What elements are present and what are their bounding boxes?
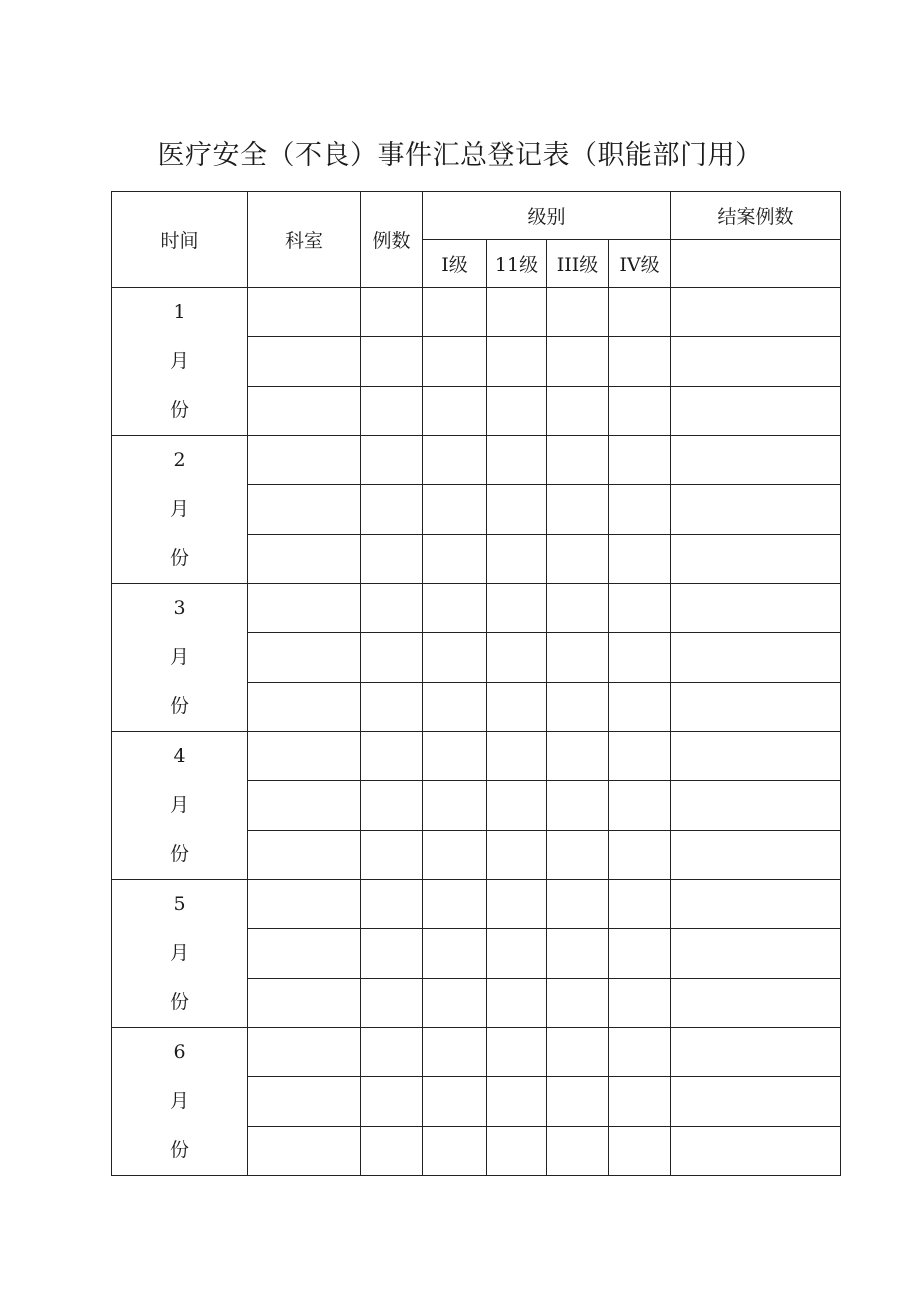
entry-cell[interactable] — [248, 584, 361, 633]
entry-cell[interactable] — [423, 1028, 487, 1077]
form-title: 医疗安全（不良）事件汇总登记表（职能部门用） — [157, 140, 763, 171]
month-label-part-char: 份 — [169, 1139, 189, 1161]
entry-cell[interactable] — [487, 1126, 547, 1175]
entry-cell[interactable] — [671, 929, 841, 978]
entry-cell[interactable] — [248, 880, 361, 929]
closed-cases-blank-cell[interactable] — [671, 240, 841, 288]
entry-cell[interactable] — [671, 781, 841, 830]
entry-cell[interactable] — [671, 830, 841, 879]
entry-cell[interactable] — [361, 633, 423, 682]
entry-cell[interactable] — [547, 1126, 609, 1175]
entry-cell[interactable] — [609, 485, 671, 534]
entry-cell[interactable] — [361, 1077, 423, 1126]
month-label-cell — [112, 288, 248, 436]
entry-cell[interactable] — [671, 633, 841, 682]
month-label-part-char: 份 — [169, 547, 189, 569]
month-label-number: 3 — [173, 597, 186, 619]
entry-cell[interactable] — [547, 929, 609, 978]
month-label-month-char: 月 — [169, 646, 189, 668]
month-label-cell — [112, 1028, 248, 1176]
entry-cell[interactable] — [248, 978, 361, 1027]
month-3-row — [112, 584, 841, 633]
entry-cell[interactable] — [487, 929, 547, 978]
entry-cell[interactable] — [248, 781, 361, 830]
entry-cell[interactable] — [671, 288, 841, 337]
entry-cell[interactable] — [248, 732, 361, 781]
month-label-number: 2 — [173, 449, 186, 471]
entry-cell[interactable] — [423, 386, 487, 435]
entry-cell[interactable] — [487, 337, 547, 386]
entry-cell[interactable] — [547, 288, 609, 337]
entry-cell[interactable] — [487, 1028, 547, 1077]
entry-cell[interactable] — [361, 830, 423, 879]
entry-cell[interactable] — [609, 1077, 671, 1126]
entry-cell[interactable] — [487, 682, 547, 731]
entry-cell[interactable] — [547, 1028, 609, 1077]
entry-cell[interactable] — [671, 1028, 841, 1077]
time-header: 时间 — [112, 192, 248, 288]
entry-cell[interactable] — [671, 682, 841, 731]
entry-cell[interactable] — [487, 978, 547, 1027]
entry-cell[interactable] — [361, 436, 423, 485]
entry-cell[interactable] — [609, 880, 671, 929]
case-count-header: 例数 — [361, 192, 423, 288]
entry-cell[interactable] — [547, 781, 609, 830]
entry-cell[interactable] — [361, 978, 423, 1027]
entry-cell[interactable] — [547, 830, 609, 879]
entry-cell[interactable] — [609, 337, 671, 386]
entry-cell[interactable] — [361, 337, 423, 386]
closed-cases-header: 结案例数 — [671, 192, 841, 240]
entry-cell[interactable] — [609, 386, 671, 435]
entry-cell[interactable] — [487, 830, 547, 879]
month-2-row — [112, 436, 841, 485]
month-5-row — [112, 880, 841, 929]
entry-cell[interactable] — [361, 485, 423, 534]
entry-cell[interactable] — [248, 288, 361, 337]
entry-cell[interactable] — [487, 485, 547, 534]
entry-cell[interactable] — [609, 732, 671, 781]
entry-cell[interactable] — [671, 1077, 841, 1126]
month-label-month-char: 月 — [169, 942, 189, 964]
entry-cell[interactable] — [547, 436, 609, 485]
entry-cell[interactable] — [487, 1077, 547, 1126]
event-register-table — [111, 191, 841, 1176]
entry-cell[interactable] — [547, 1077, 609, 1126]
entry-cell[interactable] — [361, 1126, 423, 1175]
grade-level-1-header: I级 — [423, 240, 487, 288]
entry-cell[interactable] — [671, 485, 841, 534]
entry-cell[interactable] — [423, 436, 487, 485]
entry-cell[interactable] — [487, 288, 547, 337]
entry-cell[interactable] — [361, 781, 423, 830]
entry-cell[interactable] — [248, 1077, 361, 1126]
entry-cell[interactable] — [547, 337, 609, 386]
month-label-number: 6 — [173, 1041, 186, 1063]
entry-cell[interactable] — [423, 584, 487, 633]
entry-cell[interactable] — [609, 830, 671, 879]
month-label-month-char: 月 — [169, 350, 189, 372]
entry-cell[interactable] — [609, 288, 671, 337]
entry-cell[interactable] — [248, 682, 361, 731]
entry-cell[interactable] — [671, 978, 841, 1027]
entry-cell[interactable] — [248, 1028, 361, 1077]
month-label-part-char: 份 — [169, 399, 189, 421]
department-header: 科室 — [248, 192, 361, 288]
entry-cell[interactable] — [487, 633, 547, 682]
entry-cell[interactable] — [487, 732, 547, 781]
entry-cell[interactable] — [609, 436, 671, 485]
entry-cell[interactable] — [609, 584, 671, 633]
entry-cell[interactable] — [487, 436, 547, 485]
entry-cell[interactable] — [248, 1126, 361, 1175]
entry-cell[interactable] — [361, 929, 423, 978]
entry-cell[interactable] — [487, 584, 547, 633]
grade-level-2-header: 11级 — [487, 240, 547, 288]
entry-cell[interactable] — [547, 732, 609, 781]
entry-cell[interactable] — [248, 337, 361, 386]
entry-cell[interactable] — [248, 830, 361, 879]
entry-cell[interactable] — [423, 781, 487, 830]
entry-cell[interactable] — [609, 633, 671, 682]
entry-cell[interactable] — [547, 534, 609, 583]
entry-cell[interactable] — [423, 830, 487, 879]
entry-cell[interactable] — [423, 337, 487, 386]
month-label-cell — [112, 584, 248, 732]
grade-level-3-header: III级 — [547, 240, 609, 288]
entry-cell[interactable] — [423, 1126, 487, 1175]
entry-cell[interactable] — [487, 880, 547, 929]
entry-cell[interactable] — [248, 386, 361, 435]
month-label-number: 1 — [173, 301, 186, 323]
month-label-part-char: 份 — [169, 991, 189, 1013]
entry-cell[interactable] — [671, 880, 841, 929]
entry-cell[interactable] — [609, 1126, 671, 1175]
entry-cell[interactable] — [671, 1126, 841, 1175]
month-label-number: 4 — [173, 745, 186, 767]
month-label-part-char: 份 — [169, 843, 189, 865]
entry-cell[interactable] — [361, 682, 423, 731]
month-label-cell — [112, 880, 248, 1028]
entry-cell[interactable] — [361, 880, 423, 929]
entry-cell[interactable] — [671, 732, 841, 781]
grade-level-4-header: IV级 — [609, 240, 671, 288]
entry-cell[interactable] — [423, 732, 487, 781]
entry-cell[interactable] — [423, 682, 487, 731]
entry-cell[interactable] — [547, 485, 609, 534]
entry-cell[interactable] — [423, 978, 487, 1027]
entry-cell[interactable] — [609, 978, 671, 1027]
entry-cell[interactable] — [487, 781, 547, 830]
month-label-part-char: 份 — [169, 695, 189, 717]
month-label-cell — [112, 436, 248, 584]
entry-cell[interactable] — [361, 584, 423, 633]
entry-cell[interactable] — [671, 386, 841, 435]
entry-cell[interactable] — [671, 534, 841, 583]
entry-cell[interactable] — [423, 880, 487, 929]
month-label-month-char: 月 — [169, 1090, 189, 1112]
month-1-row — [112, 288, 841, 337]
entry-cell[interactable] — [671, 436, 841, 485]
month-4-row — [112, 732, 841, 781]
entry-cell[interactable] — [248, 929, 361, 978]
month-label-cell — [112, 732, 248, 880]
month-6-row — [112, 1028, 841, 1077]
entry-cell[interactable] — [248, 436, 361, 485]
entry-cell[interactable] — [609, 682, 671, 731]
entry-cell[interactable] — [248, 485, 361, 534]
entry-cell[interactable] — [361, 732, 423, 781]
entry-cell[interactable] — [547, 584, 609, 633]
entry-cell[interactable] — [423, 633, 487, 682]
entry-cell[interactable] — [423, 288, 487, 337]
entry-cell[interactable] — [609, 534, 671, 583]
header-row-1 — [112, 192, 841, 240]
entry-cell[interactable] — [248, 534, 361, 583]
entry-cell[interactable] — [361, 1028, 423, 1077]
entry-cell[interactable] — [361, 288, 423, 337]
grade-header: 级别 — [423, 192, 671, 240]
entry-cell[interactable] — [547, 978, 609, 1027]
entry-cell[interactable] — [609, 1028, 671, 1077]
entry-cell[interactable] — [423, 1077, 487, 1126]
entry-cell[interactable] — [609, 781, 671, 830]
month-label-number: 5 — [173, 893, 186, 915]
entry-cell[interactable] — [671, 584, 841, 633]
entry-cell[interactable] — [248, 633, 361, 682]
entry-cell[interactable] — [547, 682, 609, 731]
entry-cell[interactable] — [547, 633, 609, 682]
entry-cell[interactable] — [547, 880, 609, 929]
entry-cell[interactable] — [487, 534, 547, 583]
entry-cell[interactable] — [423, 485, 487, 534]
month-label-month-char: 月 — [169, 794, 189, 816]
entry-cell[interactable] — [487, 386, 547, 435]
entry-cell[interactable] — [361, 534, 423, 583]
entry-cell[interactable] — [547, 386, 609, 435]
entry-cell[interactable] — [423, 534, 487, 583]
month-label-month-char: 月 — [169, 498, 189, 520]
entry-cell[interactable] — [423, 929, 487, 978]
entry-cell[interactable] — [361, 386, 423, 435]
entry-cell[interactable] — [609, 929, 671, 978]
entry-cell[interactable] — [671, 337, 841, 386]
